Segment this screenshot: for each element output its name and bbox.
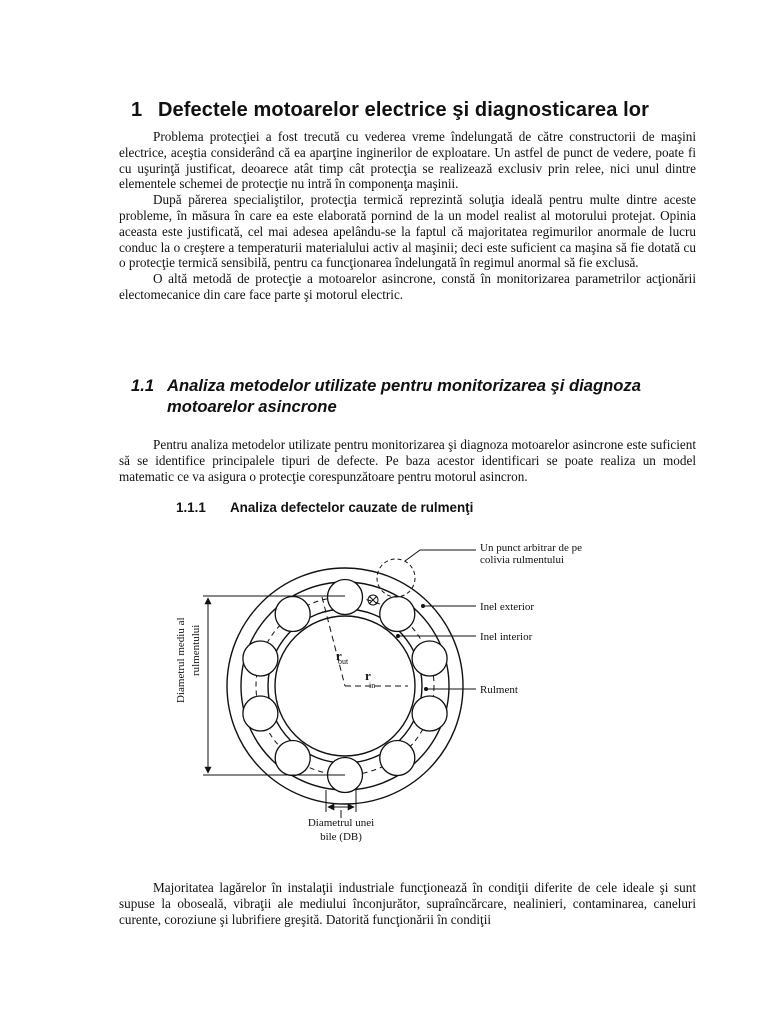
paragraph: Pentru analiza metodelor utilizate pentru monitorizarea şi diagnoza motoarelor asincrone este suficient să se identifice principalele tipuri de defecte. Pe baza acestor identificari se poate realiza un model matematic ce va asigura o protecţie corespunzătoare pentru motorul asincron. [119, 437, 696, 484]
subsection-title: Analiza defectelor cauzate de rulmenţi [230, 500, 474, 515]
r-out-symbol: r [336, 648, 342, 663]
paragraph: O altă metodă de protecţie a motoarelor asincrone, constă în monitorizarea parametrilor acţionării electomecanice din care face parte şi motorul electric. [119, 271, 696, 302]
callout-circle [377, 559, 415, 597]
chapter-title: Defectele motoarelor electrice şi diagnosticarea lor [158, 99, 649, 121]
outer-ring-label: Inel exterior [480, 601, 535, 613]
cage-point-label-line2: colivia rulmentului [480, 554, 565, 566]
cage-point-label: Un punct arbitrar de pe [480, 542, 583, 554]
paragraph: Problema protecţiei a fost trecută cu vederea vreme îndelungată de către constructorii de maşini electrice, aceştia considerând că ea aparţine inginerilor de exploatare. Un astfel de punct de vedere, poate fi cu uşurinţă justificat, deoarece atât timp cât protecţia se realizează exclusiv prin relee, nici unul dintre elementele schemei de protecţie nu intră în componenţa maşinii. [119, 129, 696, 192]
bearing-ball [243, 696, 278, 731]
chapter-number: 1 [131, 99, 143, 121]
bearing-label: Rulment [480, 684, 518, 696]
bearing-ball [243, 641, 278, 676]
bearing-ball [275, 741, 310, 776]
bearing-ball [275, 597, 310, 632]
paragraph: După părerea specialiştilor, protecţia termică reprezintă soluţia ideală pentru multe dintre aceste probleme, în măsura în care ea este elaborată pornind de la un model realist al motorului protejat. Opinia aceasta este justificată, cel mai adesea apelându-se la faptul că majoritatea regimurilor anormale de lucru conduc la o creştere a temperaturii materialului activ al maşinii; deci este suficient ca maşina să fie dotată cu o protecţie termică sensibilă, pentru ca funcţionarea îndelungată în regimul anormal să fie exclusă. [119, 192, 696, 271]
subsection-number: 1.1.1 [176, 500, 206, 515]
section-number: 1.1 [131, 376, 155, 395]
ball-diameter-label: Diametrul unei [307, 817, 375, 829]
r-in-subscript: in [369, 681, 376, 690]
bearing-ball [380, 741, 415, 776]
mean-diameter-label-line2: rulmentului [190, 624, 202, 676]
bearing-ball [380, 597, 415, 632]
paragraph: Majoritatea lagărelor în instalaţii industriale funcţionează în condiţii diferite de cele ideale şi sunt supuse la oboseală, vibraţii ale mediului înconjurător, supraîncărcare, nealinieri, contaminarea, caneluri curente, coroziune şi lubrifiere greşită. Datorită funcţionării în condiţii [119, 880, 696, 927]
ball-diameter-label-line2: bile (DB) [320, 831, 362, 843]
bearing-ball [328, 580, 363, 615]
bearing-ball [412, 641, 447, 676]
section-title: Analiza metodelor utilizate pentru monitorizarea şi diagnoza motoarelor asincrone [167, 376, 641, 416]
r-out-subscript: out [338, 657, 349, 666]
inner-ring-label: Inel interior [480, 631, 533, 643]
r-in-symbol: r [365, 668, 371, 683]
bearing-ball [412, 696, 447, 731]
mean-diameter-label: Diametrul mediu al [175, 617, 187, 703]
closing-text [119, 880, 696, 927]
